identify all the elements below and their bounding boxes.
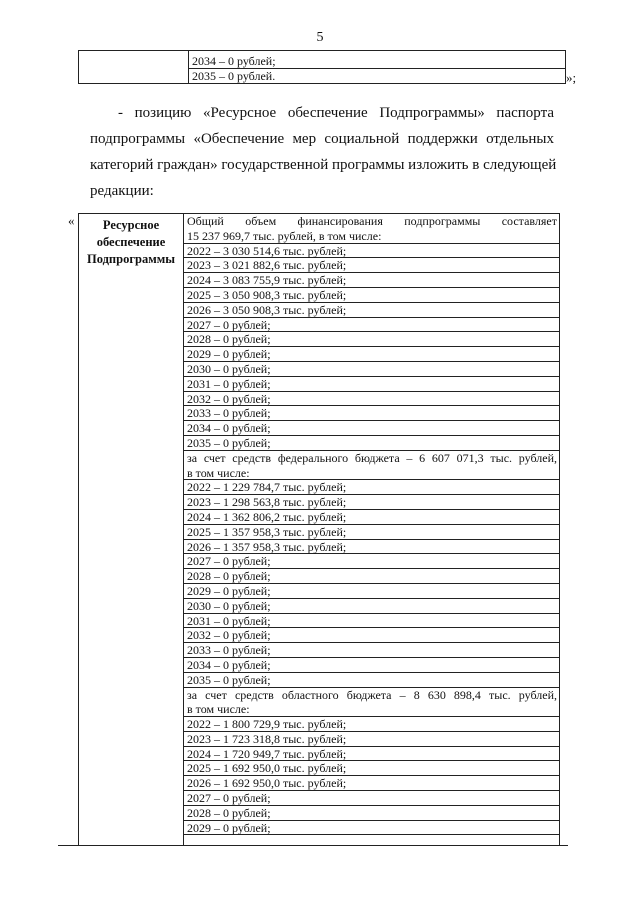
table-row: 2032 – 0 рублей;: [184, 628, 559, 643]
table-row: Общий объем финансирования подпрограммы составляет: [187, 214, 557, 228]
table-row: 2026 – 1 692 950,0 тыс. рублей;: [184, 776, 559, 791]
funding-rows: [184, 214, 559, 835]
table-row: 2033 – 0 рублей;: [184, 643, 559, 658]
table-row: 2028 – 0 рублей;: [184, 569, 559, 584]
closing-quote-mark: »;: [566, 70, 577, 85]
table-row: 2026 – 3 050 908,3 тыс. рублей;: [184, 303, 559, 318]
table-row: 2025 – 1 692 950,0 тыс. рублей;: [184, 761, 559, 776]
table-row: 2032 – 0 рублей;: [184, 392, 559, 407]
table-row: 2030 – 0 рублей;: [184, 599, 559, 614]
table-row: 2034 – 0 рублей;: [184, 658, 559, 673]
table-row: 2033 – 0 рублей;: [184, 406, 559, 421]
paragraph-line: подпрограммы «Обеспечение мер социальной поддержки отдельных: [90, 131, 554, 147]
table-row: в том числе:: [184, 466, 559, 481]
table-row: 2031 – 0 рублей;: [184, 377, 559, 392]
table-row: 2029 – 0 рублей;: [184, 821, 559, 836]
paragraph-line: категорий граждан» государственной программы изложить в следующей: [90, 157, 557, 173]
column-divider: [188, 51, 189, 83]
table-row: 2027 – 0 рублей;: [184, 318, 559, 333]
table-row: 2034 – 0 рублей;: [184, 421, 559, 436]
paragraph-line: - позицию «Ресурсное обеспечение Подпрограммы» паспорта: [118, 105, 554, 121]
table-row: 2025 – 3 050 908,3 тыс. рублей;: [184, 288, 559, 303]
paragraph-line: редакции:: [90, 183, 154, 199]
table-row: 2023 – 3 021 882,6 тыс. рублей;: [184, 258, 559, 273]
table-row: 2029 – 0 рублей;: [184, 347, 559, 362]
table-row: за счет средств федерального бюджета – 6 607 071,3 тыс. рублей,: [187, 450, 557, 465]
table-row: 2022 – 3 030 514,6 тыс. рублей;: [184, 244, 559, 259]
page-bottom-rule: [58, 845, 568, 846]
table-row: 2025 – 1 357 958,3 тыс. рублей;: [184, 525, 559, 540]
opening-quote-mark: «: [68, 213, 75, 228]
table-row: 2035 – 0 рублей;: [184, 436, 559, 451]
table-row: 2024 – 1 362 806,2 тыс. рублей;: [184, 510, 559, 525]
table-row: 2029 – 0 рублей;: [184, 584, 559, 599]
label-line: Ресурсное: [102, 218, 160, 232]
label-line: Подпрограммы: [86, 252, 175, 266]
table-row: за счет средств областного бюджета – 8 630 898,4 тыс. рублей,: [187, 687, 557, 702]
table-row: 2028 – 0 рублей;: [184, 332, 559, 347]
page-number: 5: [316, 30, 324, 45]
table-row: 2022 – 1 800 729,9 тыс. рублей;: [184, 717, 559, 732]
table-row: 2022 – 1 229 784,7 тыс. рублей;: [184, 480, 559, 495]
resource-table: [78, 213, 560, 845]
table-row: 2024 – 1 720 949,7 тыс. рублей;: [184, 747, 559, 762]
table-row: 2024 – 3 083 755,9 тыс. рублей;: [184, 273, 559, 288]
table-row: 2023 – 1 723 318,8 тыс. рублей;: [184, 732, 559, 747]
table-row: в том числе:: [184, 702, 559, 717]
table-line: 2035 – 0 рублей.: [192, 69, 276, 83]
table-row: 2030 – 0 рублей;: [184, 362, 559, 377]
table-row: 2027 – 0 рублей;: [184, 554, 559, 569]
amendment-paragraph: [90, 100, 557, 204]
table-row: 2031 – 0 рублей;: [184, 614, 559, 629]
label-cell: [79, 217, 183, 268]
continuation-table: [78, 50, 566, 84]
table-row: 2026 – 1 357 958,3 тыс. рублей;: [184, 540, 559, 555]
table-row: 2027 – 0 рублей;: [184, 791, 559, 806]
table-row: 2023 – 1 298 563,8 тыс. рублей;: [184, 495, 559, 510]
table-row: 2028 – 0 рублей;: [184, 806, 559, 821]
table-row: 2035 – 0 рублей;: [184, 673, 559, 688]
label-line: обеспечение: [96, 235, 166, 249]
table-row: 15 237 969,7 тыс. рублей, в том числе:: [184, 229, 559, 244]
table-line: 2034 – 0 рублей;: [192, 54, 276, 68]
